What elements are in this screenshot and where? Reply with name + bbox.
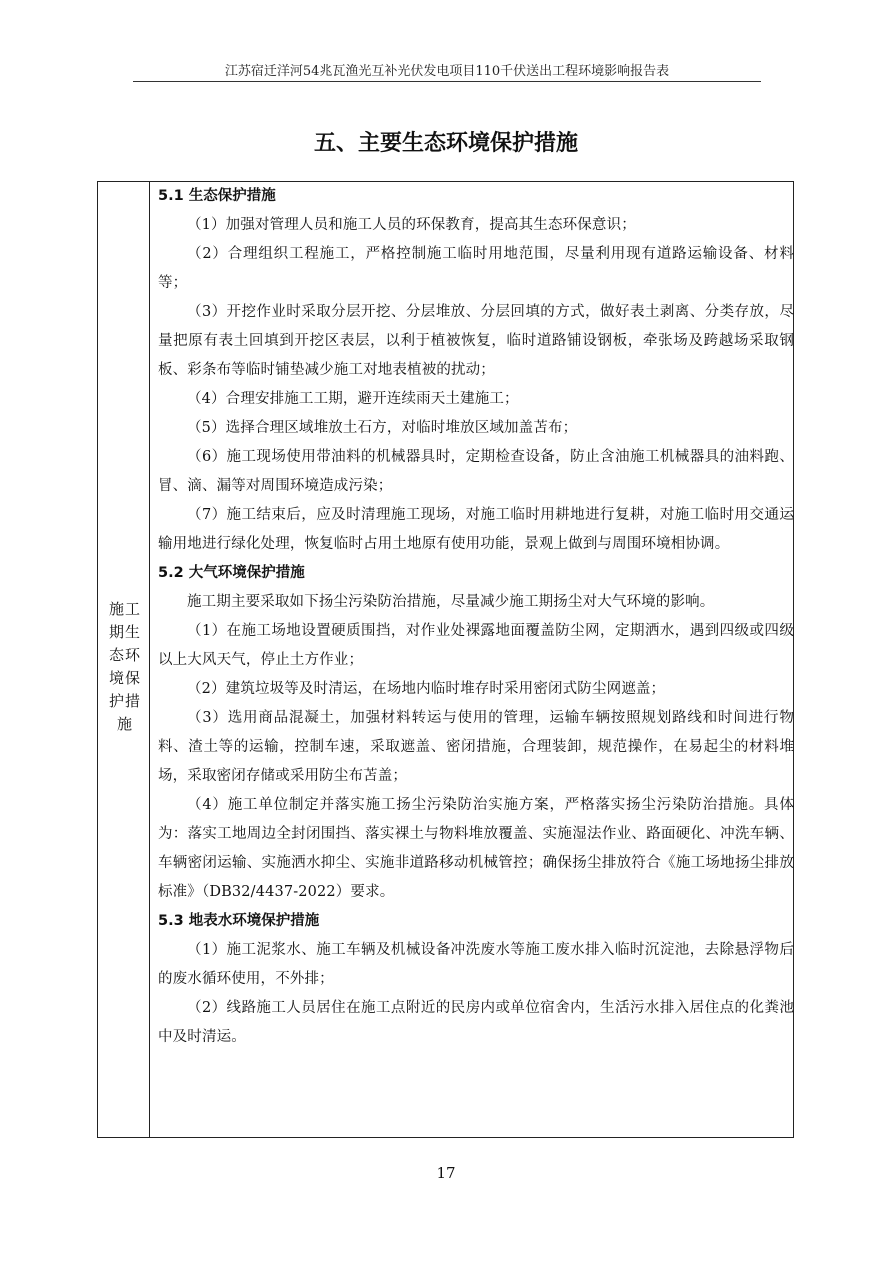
paragraph: （3）选用商品混凝土，加强材料转运与使用的管理，运输车辆按照规划路线和时间进行物料、渣土等的运输，控制车速，采取遮盖、密闭措施，合理装卸，规范操作，在易起尘的材料堆场，采取密闭存储或采用防尘布苫盖；: [158, 710, 794, 784]
paragraph: （7）施工结束后，应及时清理施工现场，对施工临时用耕地进行复耕，对施工临时用交通运输用地进行绿化处理，恢复临时占用土地原有使用功能，景观上做到与周围环境相协调。: [158, 507, 794, 552]
page-number: 17: [436, 1164, 456, 1182]
paragraph: （4）施工单位制定并落实施工扬尘污染防治实施方案，严格落实扬尘污染防治措施。具体为：落实工地周边全封闭围挡、落实裸土与物料堆放覆盖、实施湿法作业、路面硬化、冲洗车辆、车辆密闭运输、实施洒水抑尘、实施非道路移动机械管控；确保扬尘排放符合《施工场地扬尘排放标准》（DB32/4437-2022）要求。: [158, 797, 794, 900]
header-rule: [133, 81, 761, 82]
paragraph: （3）开挖作业时采取分层开挖、分层堆放、分层回填的方式，做好表土剥离、分类存放，尽量把原有表土回填到开挖区表层，以利于植被恢复，临时道路铺设钢板，牵张场及跨越场采取钢板、彩条布等临时铺垫减少施工对地表植被的扰动；: [158, 304, 794, 378]
section-heading-surface-water: 5.3 地表水环境保护措施: [158, 913, 320, 929]
paragraph: （6）施工现场使用带油料的机械器具时，定期检查设备，防止含油施工机械器具的油料跑、冒、滴、漏等对周围环境造成污染；: [158, 449, 794, 494]
paragraph: 施工期主要采取如下扬尘污染防治措施，尽量减少施工期扬尘对大气环境的影响。: [187, 594, 715, 610]
paragraph: （2）合理组织工程施工，严格控制施工临时用地范围，尽量利用现有道路运输设备、材料等；: [158, 246, 794, 291]
paragraph: （1）在施工场地设置硬质围挡，对作业处裸露地面覆盖防尘网，定期洒水，遇到四级或四级以上大风天气，停止土方作业；: [158, 623, 794, 668]
category-cell: [98, 182, 150, 1137]
measures-table: [97, 181, 794, 1138]
paragraph: （5）选择合理区域堆放土石方，对临时堆放区域加盖苫布；: [187, 420, 578, 436]
paragraph: （2）线路施工人员居住在施工点附近的民房内或单位宿舍内，生活污水排入居住点的化粪池中及时清运。: [158, 1000, 794, 1045]
category-label: 施工期生态环境保护措施: [108, 600, 141, 733]
running-header: 江苏宿迁洋河54兆瓦渔光互补光伏发电项目110千伏送出工程环境影响报告表: [224, 64, 670, 79]
paragraph: （1）加强对管理人员和施工人员的环保教育，提高其生态环保意识；: [187, 217, 636, 233]
section-heading-air: 5.2 大气环境保护措施: [158, 565, 305, 581]
paragraph: （1）施工泥浆水、施工车辆及机械设备冲洗废水等施工废水排入临时沉淀池，去除悬浮物后的废水循环使用，不外排；: [158, 942, 794, 987]
section-title: 五、主要生态环境保护措施: [313, 131, 578, 156]
section-heading-ecology: 5.1 生态保护措施: [158, 188, 276, 204]
measures-content: [151, 182, 794, 1052]
paragraph: （2）建筑垃圾等及时清运，在场地内临时堆存时采用密闭式防尘网遮盖；: [187, 681, 666, 697]
paragraph: （4）合理安排施工工期，避开连续雨天土建施工；: [187, 391, 519, 407]
